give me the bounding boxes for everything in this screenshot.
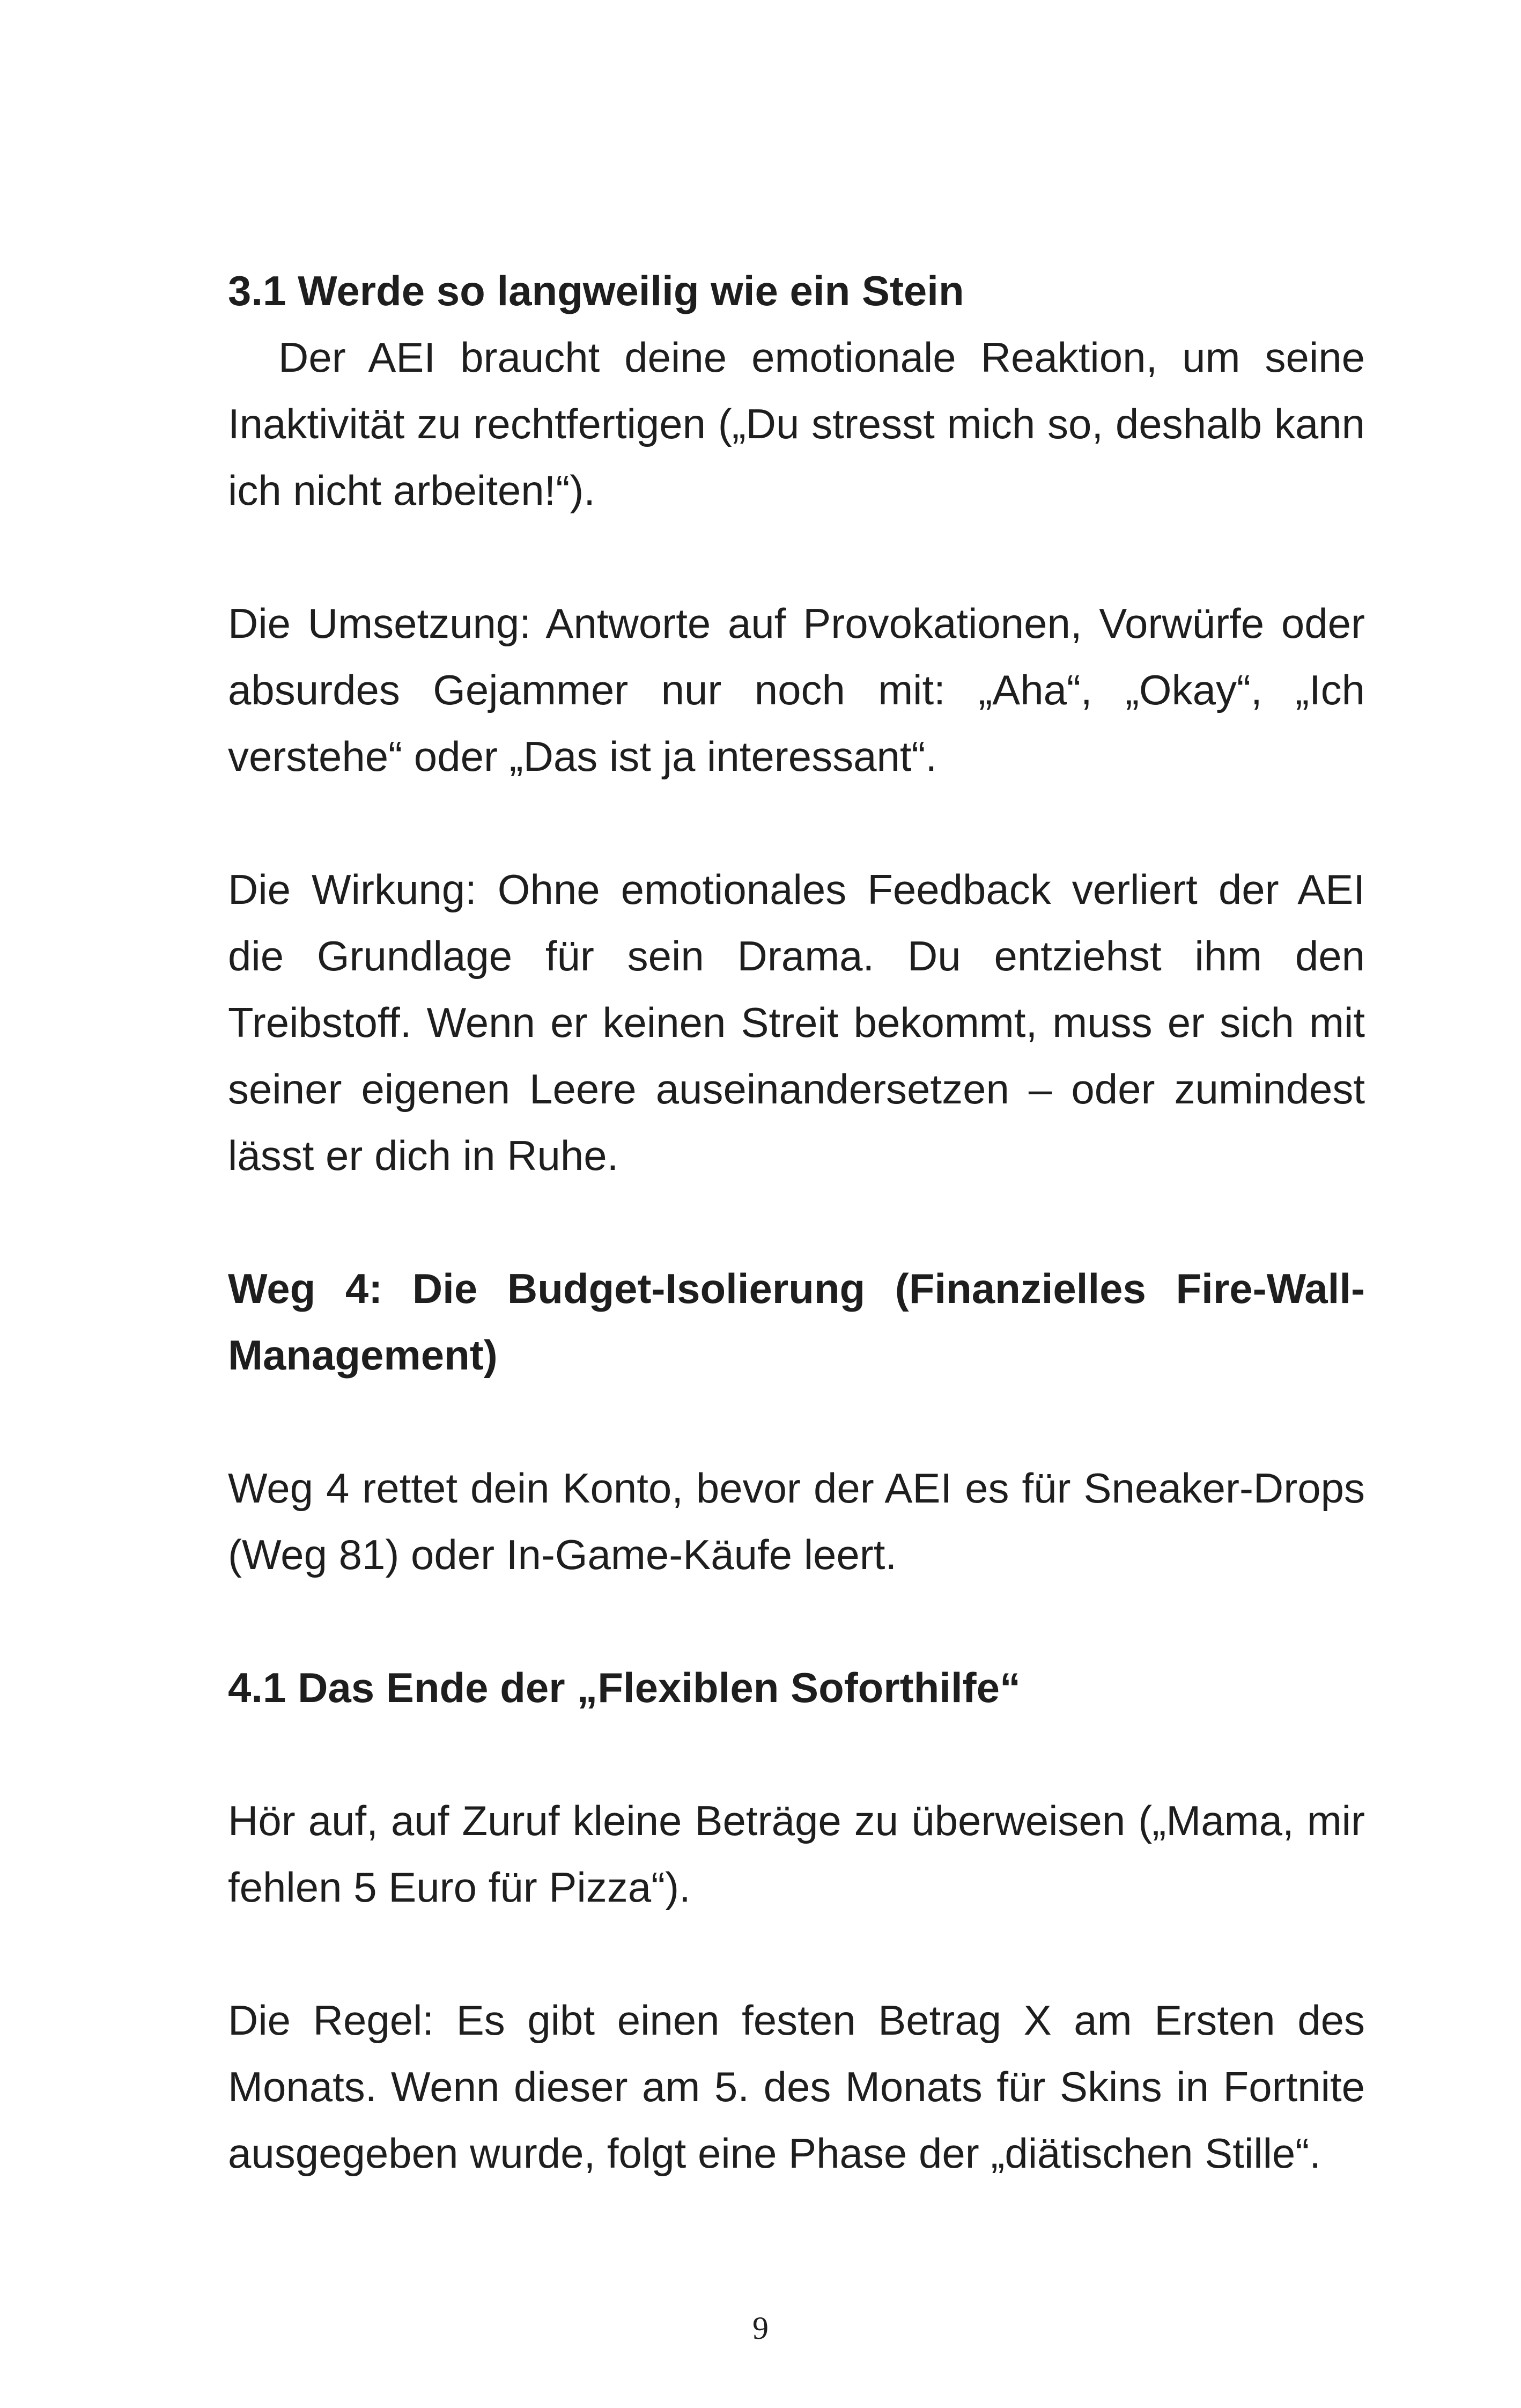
paragraph-4-1-intro: Hör auf, auf Zuruf kleine Beträge zu überweisen („Mama, mir fehlen 5 Euro für Pizza“). [228, 1797, 1365, 1911]
section-heading-3-1: 3.1 Werde so langweilig wie ein Stein [228, 267, 964, 314]
paragraph-spacer [228, 524, 1365, 590]
page-body [228, 257, 1365, 2186]
paragraph-spacer [228, 1388, 1365, 1455]
paragraph-spacer [228, 1920, 1365, 1987]
paragraph-3-1-intro: Der AEI braucht deine emotionale Reaktion, um seine Inaktivität zu rechtfertigen („Du stresst mich so, deshalb kann ich nicht arbeiten!“). [228, 334, 1365, 514]
paragraph-wirkung: Die Wirkung: Ohne emotionales Feedback verliert der AEI die Grundlage für sein Drama. Du entziehst ihm den Treibstoff. Wenn er keinen Streit bekommt, muss er sich mit seiner eigenen Leere auseinandersetzen – oder zumindest lässt er dich in Ruhe. [228, 866, 1365, 1179]
chapter-heading-weg-4: Weg 4: Die Budget-Isolierung (Finanzielles Fire-Wall-Management) [228, 1265, 1365, 1379]
paragraph-weg-4-intro: Weg 4 rettet dein Konto, bevor der AEI es für Sneaker-Drops (Weg 81) oder In-Game-Käufe leert. [228, 1464, 1365, 1578]
paragraph-spacer [228, 790, 1365, 856]
paragraph-umsetzung: Die Umsetzung: Antworte auf Provokationen, Vorwürfe oder absurdes Gejammer nur noch mit: „Aha“, „Okay“, „Ich verstehe“ oder „Das ist ja interessant“. [228, 600, 1365, 780]
page-number: 9 [752, 2310, 769, 2346]
section-heading-4-1: 4.1 Das Ende der „Flexiblen Soforthilfe“ [228, 1664, 1021, 1711]
paragraph-spacer [228, 1189, 1365, 1255]
paragraph-spacer [228, 1721, 1365, 1787]
paragraph-regel: Die Regel: Es gibt einen festen Betrag X am Ersten des Monats. Wenn dieser am 5. des Monats für Skins in Fortnite ausgegeben wurde, folgt eine Phase der „diätischen Stille“. [228, 1997, 1365, 2177]
paragraph-spacer [228, 1588, 1365, 1654]
